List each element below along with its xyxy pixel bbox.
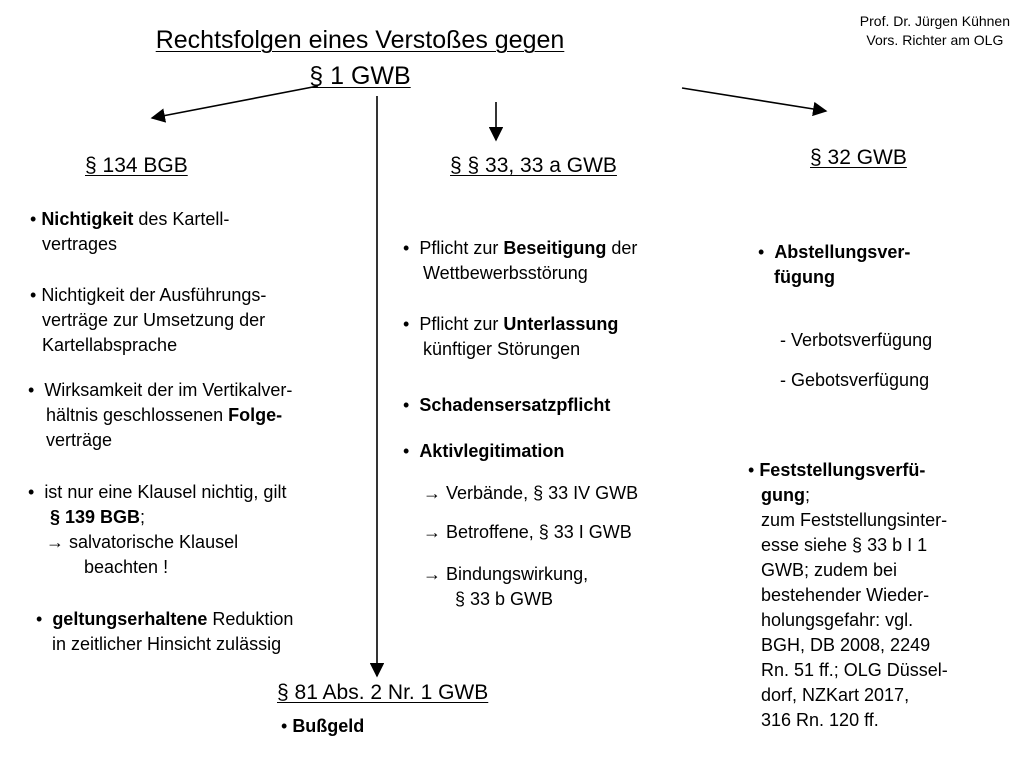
- text-bold: fügung: [774, 267, 835, 287]
- slide-title: [150, 22, 570, 94]
- text-bold: Nichtigkeit: [41, 209, 134, 229]
- text: beachten !: [84, 557, 169, 577]
- text: in zeitlicher Hinsicht zulässig: [52, 634, 282, 654]
- arrow-to-gwb32: [682, 88, 826, 111]
- text: ;: [140, 507, 146, 527]
- text: holungsgefahr: vgl.: [761, 610, 914, 630]
- text: Pflicht zur: [419, 238, 504, 258]
- heading-gwb81: § 81 Abs. 2 Nr. 1 GWB: [277, 681, 489, 704]
- text-bold: Unterlassung: [503, 314, 619, 334]
- col1-item-reduktion: • geltungserhaltene Reduktion in zeitlicher Hinsicht zulässig: [36, 607, 293, 657]
- text: künftiger Störungen: [423, 339, 581, 359]
- text: Wirksamkeit der im Vertikalver-: [44, 380, 293, 400]
- text: Nichtigkeit der Ausführungs-: [41, 285, 267, 305]
- text-bold: gung: [761, 485, 805, 505]
- text: Reduktion: [207, 609, 294, 629]
- col2-item-schadensersatz: • Schadensersatzpflicht: [403, 395, 611, 415]
- text: → Betroffene, § 33 I GWB: [423, 522, 632, 542]
- text-bold: Folge-: [228, 405, 283, 425]
- col3-item-feststellungsverfuegung: • Feststellungsverfü- gung; zum Feststellungsinter- esse siehe § 33 b I 1 GWB; zudem bei bestehender Wieder- holungsgefahr: vgl. BGH, DB 2008, 2249 Rn. 51 ff.; OLG Düssel- dorf, NZKart 2017, 316 Rn. 120 ff.: [748, 458, 948, 733]
- col2-sub-betroffene: [423, 520, 632, 545]
- text-bold: § 139 BGB: [50, 507, 141, 527]
- text-bold: geltungserhaltene: [52, 609, 208, 629]
- col3-sub-gebotsverfuegung: [780, 368, 929, 393]
- col2-item-beseitigung: • Pflicht zur Beseitigung der Wettbewerbsstörung: [403, 236, 637, 286]
- text: → Bindungswirkung,: [423, 564, 589, 584]
- col1-item-folgevertraege: • Wirksamkeit der im Vertikalver- hältnis geschlossenen Folge- verträge: [28, 378, 292, 453]
- text: vertrages: [42, 234, 118, 254]
- col2-item-unterlassung: • Pflicht zur Unterlassung künftiger Störungen: [403, 312, 618, 362]
- text: bestehender Wieder-: [761, 585, 930, 605]
- text: esse siehe § 33 b I 1: [761, 535, 928, 555]
- text: BGH, DB 2008, 2249: [761, 635, 931, 655]
- author-name: Prof. Dr. Jürgen Kühnen: [859, 13, 1010, 29]
- text: 316 Rn. 120 ff.: [761, 710, 879, 730]
- text-bold: Beseitigung: [503, 238, 607, 258]
- text: hältnis geschlossenen: [46, 405, 229, 425]
- author-position: Vors. Richter am OLG: [866, 32, 1004, 48]
- col3-item-abstellungsverfuegung: • Abstellungsver- fügung: [758, 242, 911, 287]
- text-bold: Bußgeld: [292, 716, 365, 736]
- col1-item-ausfuehrungsvertraege: • Nichtigkeit der Ausführungs- verträge zur Umsetzung der Kartellabsprache: [30, 283, 266, 358]
- text-bold: Aktivlegitimation: [419, 441, 565, 461]
- col3-sub-verbotsverfuegung: [780, 328, 932, 353]
- text: der: [606, 238, 638, 258]
- title-line-2: § 1 GWB: [309, 62, 411, 90]
- heading-gwb33: § § 33, 33 a GWB: [450, 154, 617, 177]
- text: verträge: [46, 430, 113, 450]
- text: GWB; zudem bei: [761, 560, 898, 580]
- text-bold: Schadensersatzpflicht: [419, 395, 611, 415]
- text: des Kartell-: [133, 209, 230, 229]
- title-line-1: Rechtsfolgen eines Verstoßes gegen: [155, 26, 565, 54]
- bottom-item-bussgeld: • Bußgeld: [281, 716, 365, 736]
- text: dorf, NZKart 2017,: [761, 685, 910, 705]
- text-bold: Abstellungsver-: [774, 242, 911, 262]
- col1-item-nichtigkeit-kartellvertrag: • Nichtigkeit des Kartell- vertrages: [30, 207, 229, 257]
- text: Kartellabsprache: [42, 335, 178, 355]
- col2-sub-bindungswirkung: [423, 562, 588, 612]
- text: Wettbewerbsstörung: [423, 263, 588, 283]
- text: ;: [804, 485, 810, 505]
- text: - Gebotsverfügung: [780, 370, 930, 390]
- col2-item-aktivlegitimation: • Aktivlegitimation: [403, 441, 565, 461]
- heading-bgb134: § 134 BGB: [85, 154, 188, 177]
- text: Rn. 51 ff.; OLG Düssel-: [761, 660, 948, 680]
- text: Pflicht zur: [419, 314, 504, 334]
- text: § 33 b GWB: [455, 589, 554, 609]
- col2-sub-verbaende: [423, 481, 638, 506]
- heading-gwb32: § 32 GWB: [810, 146, 907, 169]
- text-bold: Feststellungsverfü-: [759, 460, 926, 480]
- author-block: [860, 12, 1010, 50]
- text: → salvatorische Klausel: [46, 532, 239, 552]
- text: zum Feststellungsinter-: [761, 510, 948, 530]
- text: ist nur eine Klausel nichtig, gilt: [44, 482, 287, 502]
- text: → Verbände, § 33 IV GWB: [423, 483, 639, 503]
- text: - Verbotsverfügung: [780, 330, 933, 350]
- col1-item-klausel-nichtig: • ist nur eine Klausel nichtig, gilt § 139 BGB; → salvatorische Klausel beachten !: [28, 480, 286, 580]
- text: verträge zur Umsetzung der: [42, 310, 266, 330]
